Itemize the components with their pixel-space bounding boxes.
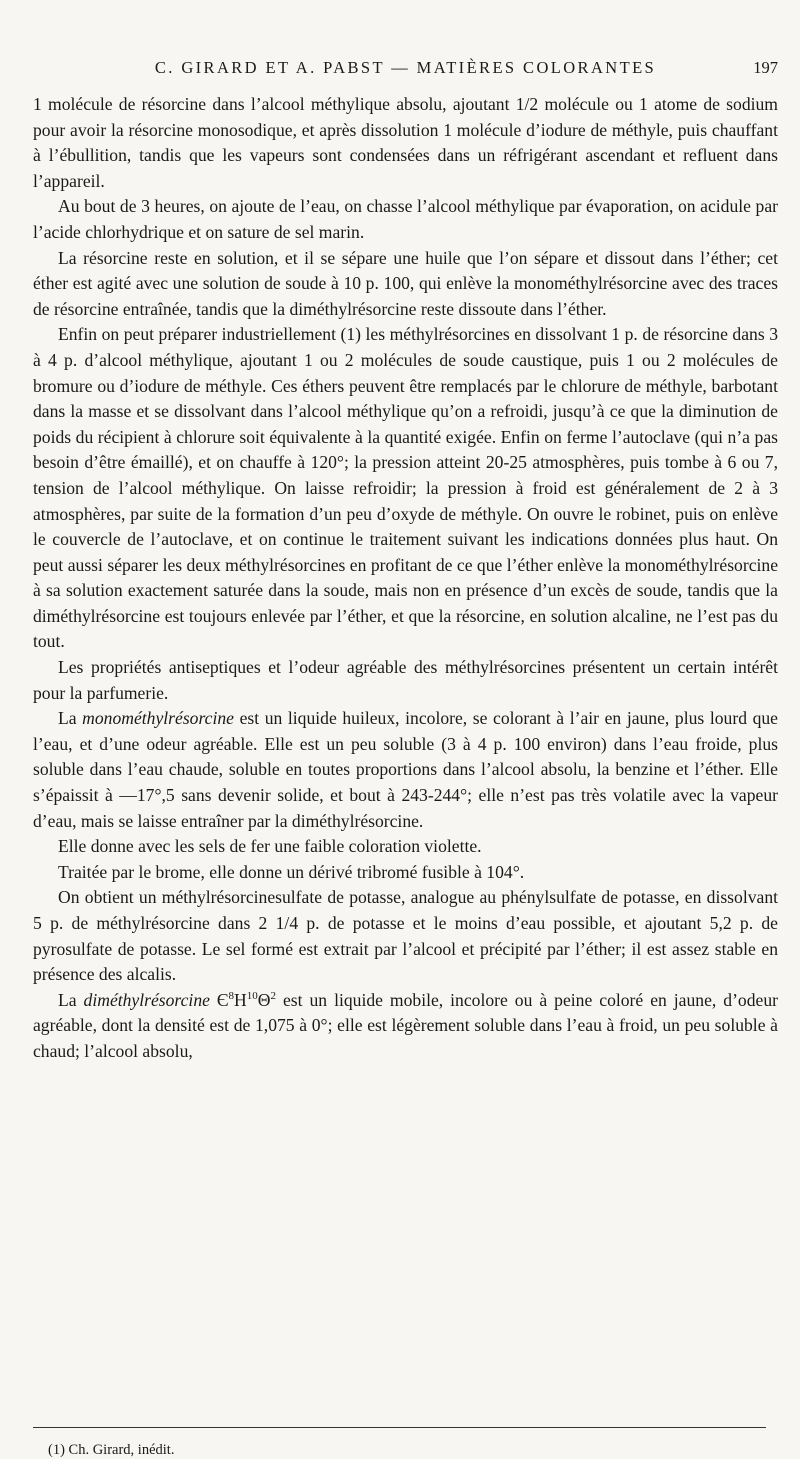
paragraph-7: Elle donne avec les sels de fer une faible coloration violette. [58, 836, 482, 857]
term-monomethylresorcine: monométhylrésorcine [82, 708, 234, 729]
paragraph-5: Les propriétés antiseptiques et l’odeur agréable des méthylrésorcines présentent un certain intérêt pour la parfumerie. [33, 657, 778, 703]
paragraph-6-lead: La [58, 708, 83, 729]
chemical-formula: $Є^8H^{10}\Theta^2$ [216, 989, 276, 1010]
body-text [33, 92, 778, 1065]
paragraph-10-text: est un liquide mobile, incolore ou à peine coloré en jaune, d’odeur agréable, dont la densité est de 1,075 à 0°; elle est légèrement soluble dans l’eau à froid, un peu soluble à chaud; l’alcool absolu, [33, 989, 778, 1061]
paragraph-10-lead: La [58, 989, 84, 1010]
page-number: 197 [753, 58, 778, 77]
paragraph-2: Au bout de 3 heures, on ajoute de l’eau, on chasse l’alcool méthylique par évaporation, on acidule par l’acide chlorhydrique et on sature de sel marin. [33, 196, 778, 242]
paragraph-3: La résorcine reste en solution, et il se sépare une huile que l’on sépare et dissout dans l’éther; cet éther est agité avec une solution de soude à 10 p. 100, qui enlève la monométhylrésorcine avec des traces de résorcine entraînée, tandis que la diméthylrésorcine reste dissoute dans l’éther. [33, 247, 778, 319]
paragraph-6 [33, 706, 778, 834]
paragraph-8: Traitée par le brome, elle donne un dérivé tribromé fusible à 104°. [58, 861, 525, 882]
footnote-separator [33, 1427, 766, 1428]
paragraph-6-text: est un liquide huileux, incolore, se colorant à l’air en jaune, plus lourd que l’eau, et d’une odeur agréable. Elle est un peu soluble (3 à 4 p. 100 environ) dans l’eau froide, plus soluble dans l’eau chaude, soluble en toutes proportions dans l’alcool absolu, la benzine et l’éther. Elle s’épaissit à —17°,5 sans devenir solide, et bout à 243-244°; elle n’est pas très volatile avec la vapeur d’eau, mais se laisse entraîner par la diméthylrésorcine. [33, 708, 778, 831]
paragraph-4: Enfin on peut préparer industriellement (1) les méthylrésorcines en dissolvant 1 p. de résorcine dans 3 à 4 p. d’alcool méthylique, ajoutant 1 ou 2 molécules de soude caustique, puis 1 ou 2 molécules de bromure ou d’iodure de méthyle. Ces éthers peuvent être remplacés par le chlorure de méthyle, barbotant dans la masse et se dissolvant dans l’alcool méthylique qu’on a refroidi, jusqu’à ce que la diminution de poids du récipient à chlorure soit équivalente à la quantité exigée. Enfin on ferme l’autoclave (qui n’a pas besoin d’être émaillé), et on chauffe à 120°; la pression atteint 20-25 atmosphères, puis tombe à 6 ou 7, tension de l’alcool méthylique. On laisse refroidir; la pression à froid est généralement de 2 à 3 atmosphères, par suite de la formation d’un peu d’oxyde de méthyle. On ouvre le robinet, puis on enlève le couvercle de l’autoclave, et on continue le traitement suivant les indications données plus haut. On peut aussi séparer les deux méthylrésorcines en profitant de ce que l’éther enlève la monométhylrésorcine à sa solution exactement saturée dans la soude, mais non en présence d’un excès de soude, tandis que la diméthylrésorcine est toujours enlevée par l’éther, et que la résorcine, en solution alcaline, ne l’est pas du tout. [33, 324, 778, 652]
paragraph-9: On obtient un méthylrésorcinesulfate de potasse, analogue au phénylsulfate de potasse, en dissolvant 5 p. de méthylrésorcine dans 2 1/4 p. de potasse et le moins d’eau possible, et ajoutant 5,2 p. de pyrosulfate de potasse. Le sel formé est extrait par l’alcool et précipité par l’éther; il est assez stable en présence des alcalis. [33, 887, 778, 985]
running-title: C. GIRARD ET A. PABST — MATIÈRES COLORANTES [154, 58, 657, 77]
paragraph-10 [33, 988, 778, 1065]
paragraph-1: 1 molécule de résorcine dans l’alcool méthylique absolu, ajoutant 1/2 molécule ou 1 atome de sodium pour avoir la résorcine monosodique, et après dissolution 1 molécule d’iodure de méthyle, puis chauffant à l’ébullition, tandis que les vapeurs sont condensées dans un réfrigérant ascendant et refluent dans l’appareil. [33, 94, 778, 191]
term-dimethylresorcine: diméthylrésorcine [83, 989, 210, 1010]
page-header [33, 58, 778, 82]
footnote: (1) Ch. Girard, inédit. [48, 1442, 175, 1458]
